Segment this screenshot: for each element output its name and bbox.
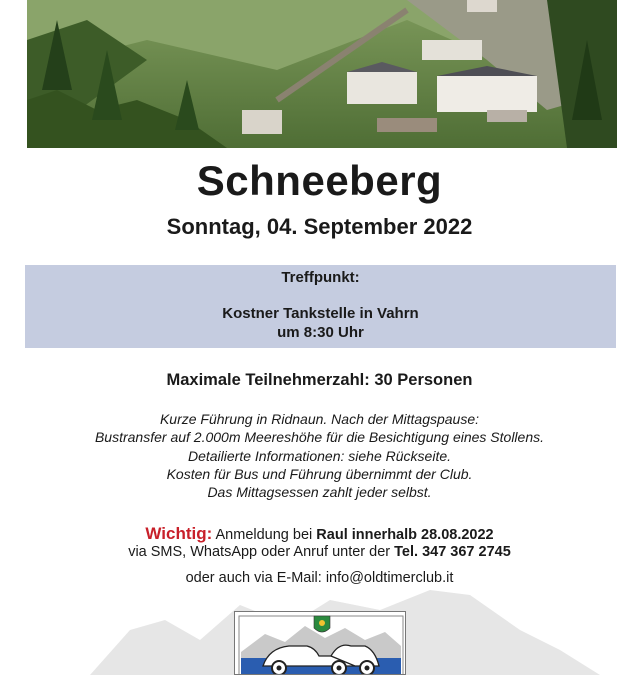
info-line: Bustransfer auf 2.000m Meereshöhe für die Besichtigung eines Stollens. [94, 429, 545, 446]
page-title: Schneeberg [196, 157, 443, 204]
registration-line [0, 524, 639, 544]
meeting-place: Kostner Tankstelle in Vahrn [222, 305, 419, 322]
email-line[interactable]: oder auch via E-Mail: info@oldtimerclub.it [185, 570, 454, 586]
important-label: Wichtig: [145, 524, 213, 543]
club-logo [234, 611, 406, 675]
event-date: Sonntag, 04. September 2022 [166, 214, 473, 239]
info-line: Kosten für Bus und Führung übernimmt der Club. [166, 465, 473, 482]
info-line: Kurze Führung in Ridnaun. Nach der Mittagspause: [159, 411, 480, 427]
contact-line [0, 544, 639, 560]
info-text [0, 410, 639, 501]
registration-text: Anmeldung bei [215, 527, 313, 543]
meeting-point-box [25, 265, 616, 348]
info-line: Das Mittagsessen zahlt jeder selbst. [207, 484, 432, 501]
meeting-label: Treffpunkt: [281, 269, 360, 286]
header-photo-mining-village [27, 0, 617, 148]
max-participants: Maximale Teilnehmerzahl: 30 Personen [166, 371, 473, 389]
meeting-time: um 8:30 Uhr [277, 324, 364, 341]
registration-deadline: Raul innerhalb 28.08.2022 [316, 527, 494, 543]
phone-number: Tel. 347 367 2745 [394, 544, 511, 560]
info-line: Detailierte Informationen: siehe Rückseite. [187, 447, 452, 464]
contact-text: via SMS, WhatsApp oder Anruf unter der [128, 544, 391, 560]
